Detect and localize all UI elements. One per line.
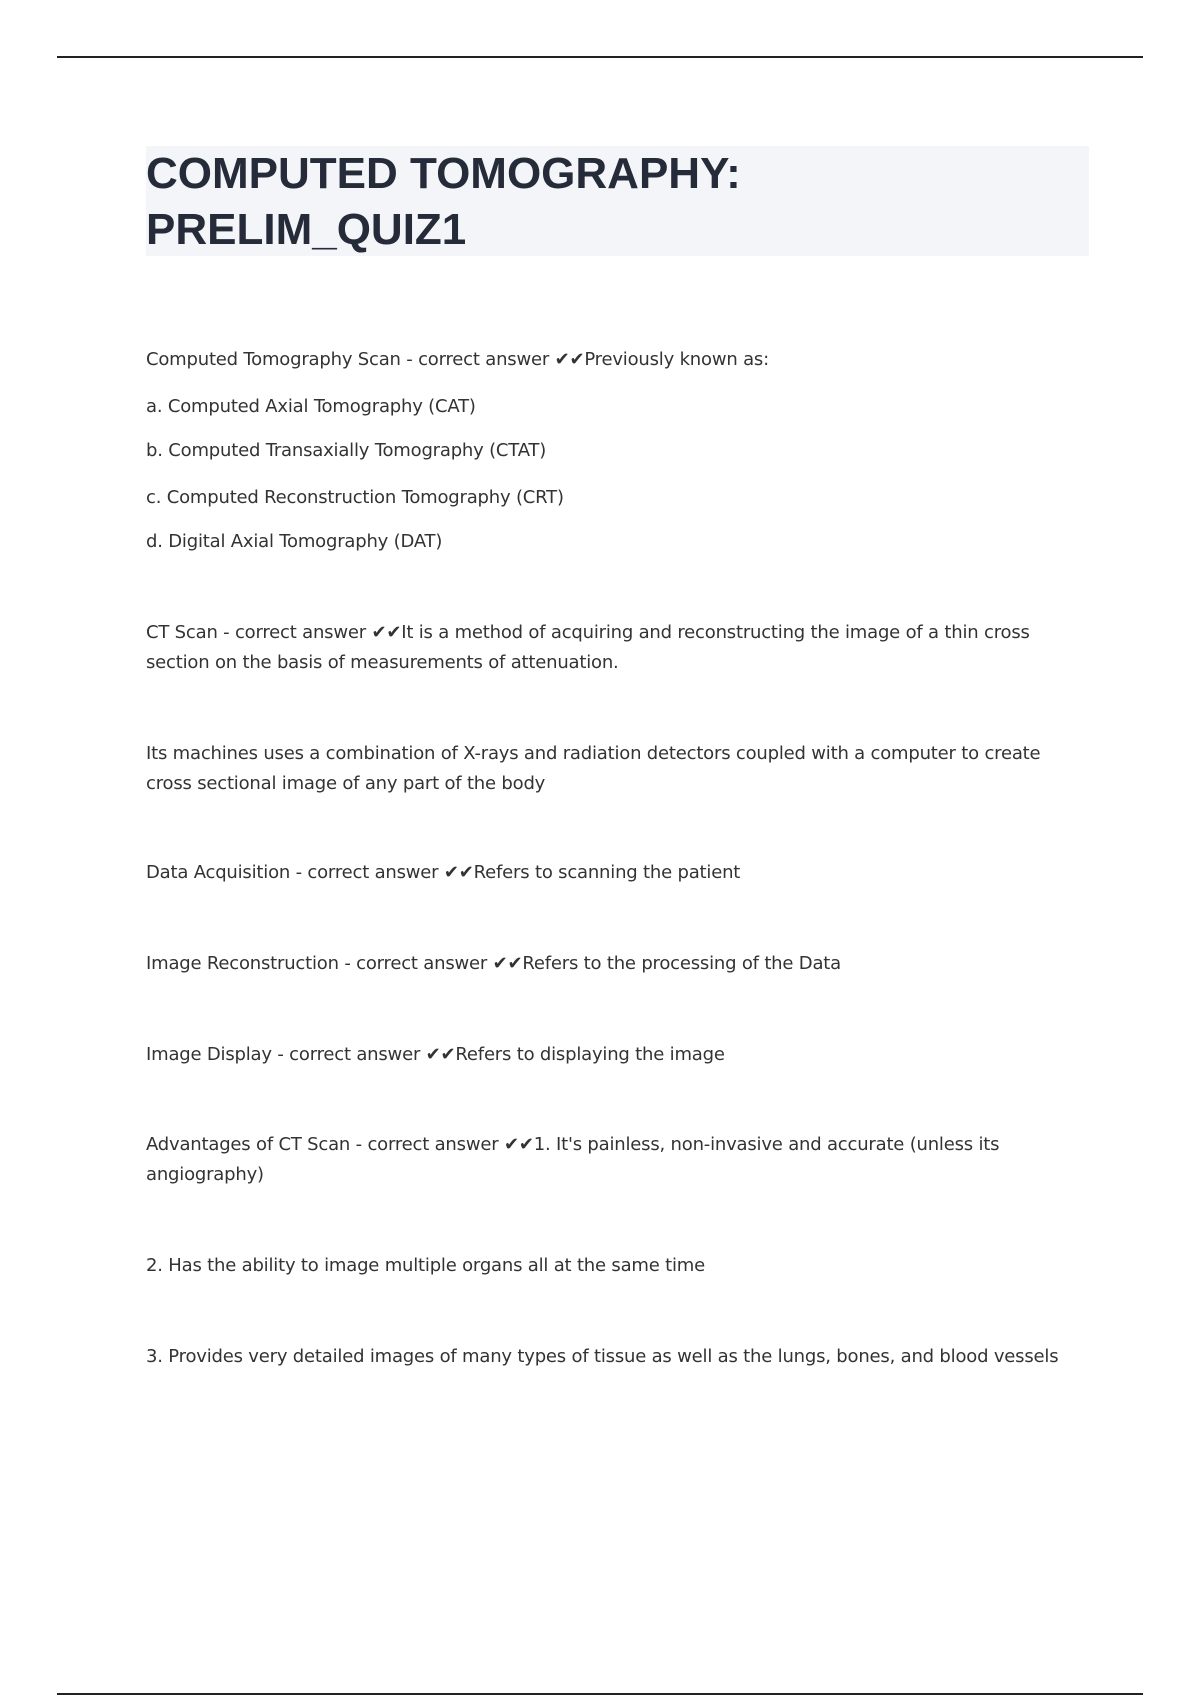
entry-advantage-2: 2. Has the ability to image multiple organs all at the same time	[146, 1255, 706, 1276]
entry-option-a: a. Computed Axial Tomography (CAT)	[146, 396, 476, 417]
entry-machines: Its machines uses a combination of X-rays and radiation detectors coupled with a computer to create cross sectional image of any part of the body	[146, 743, 1041, 794]
top-divider	[57, 56, 1143, 58]
entry-image-reconstruction: Image Reconstruction - correct answer ✔✔Refers to the processing of the Data	[146, 953, 841, 974]
page-title	[146, 146, 1046, 258]
entry-question: Computed Tomography Scan - correct answer ✔✔Previously known as:	[146, 349, 769, 370]
entry-option-c: c. Computed Reconstruction Tomography (CRT)	[146, 487, 564, 508]
entry-option-d: d. Digital Axial Tomography (DAT)	[146, 531, 443, 552]
entry-advantages: Advantages of CT Scan - correct answer ✔✔1. It's painless, non-invasive and accurate (unless its angiography)	[146, 1134, 1000, 1185]
entry-option-b: b. Computed Transaxially Tomography (CTAT)	[146, 440, 547, 461]
bottom-divider	[57, 1693, 1143, 1695]
page-title-line-2: PRELIM_QUIZ1	[146, 205, 467, 254]
entry-ct-scan: CT Scan - correct answer ✔✔It is a method of acquiring and reconstructing the image of a thin cross section on the basis of measurements of attenuation.	[146, 622, 1030, 673]
entry-data-acquisition: Data Acquisition - correct answer ✔✔Refers to scanning the patient	[146, 862, 741, 883]
entry-image-display: Image Display - correct answer ✔✔Refers to displaying the image	[146, 1044, 725, 1065]
entry-advantage-3: 3. Provides very detailed images of many types of tissue as well as the lungs, bones, and blood vessels	[146, 1346, 1059, 1367]
page-title-line-1: COMPUTED TOMOGRAPHY:	[146, 149, 741, 198]
